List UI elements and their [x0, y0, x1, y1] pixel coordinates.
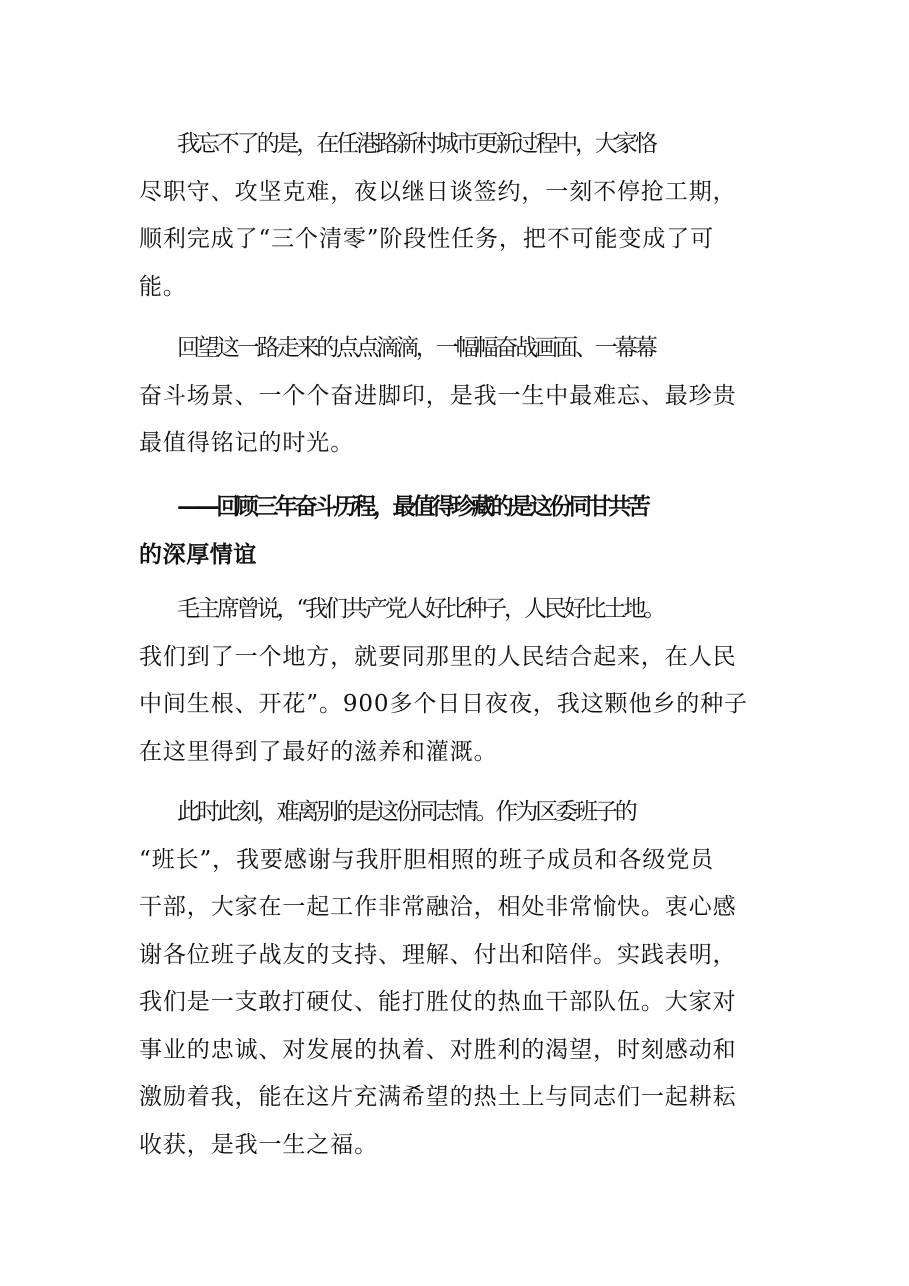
- text-line: 此时此刻，难离别的是这份同志情。作为区委班子的: [177, 799, 635, 825]
- text-line: 激励着我，能在这片充满希望的热土上与同志们一起耕耘: [139, 1084, 737, 1110]
- text-line: “班长”，我要感谢与我肝胆相照的班子成员和各级党员: [139, 846, 715, 873]
- text-line: 我们到了一个地方，就要同那里的人民结合起来，在人民: [139, 643, 737, 670]
- text-line: 谢各位班子战友的支持、理解、付出和陪伴。实践表明，: [139, 941, 737, 968]
- paragraph-renjiang-road-renewal: [139, 121, 779, 311]
- text-line: 干部，大家在一起工作非常融洽，相处非常愉快。衷心感: [139, 894, 737, 920]
- text-line: 毛主席曾说，“我们共产党人好比种子，人民好比土地。: [177, 596, 664, 622]
- heading-line: ——回顾三年奋斗历程，最值得珍藏的是这份同甘共苦: [177, 493, 648, 520]
- text-line: 尽职守、攻坚克难，夜以继日谈签约，一刻不停抢工期，: [139, 178, 737, 205]
- text-line: 能。: [139, 273, 187, 300]
- text-line: 我们是一支敢打硬仗、能打胜仗的热血干部队伍。大家对: [139, 989, 737, 1015]
- text-line: 中间生根、开花”。900多个日日夜夜，我这颗他乡的种子: [139, 691, 748, 717]
- paragraph-looking-back: [139, 325, 779, 468]
- text-line: 我忘不了的是，在任港路新村城市更新过程中，大家恪: [177, 131, 655, 157]
- heading-line: 的深厚情谊: [139, 540, 257, 568]
- text-line: 回望这一路走来的点点滴滴，一幅幅奋战画面、一幕幕: [177, 335, 655, 361]
- paragraph-comradeship: [139, 789, 779, 1169]
- text-line: 最值得铭记的时光。: [139, 430, 355, 456]
- text-line: 顺利完成了“三个清零”阶段性任务，把不可能变成了可: [139, 226, 715, 252]
- paragraph-chairman-mao-quote: [139, 586, 779, 776]
- text-line: 奋斗场景、一个个奋进脚印，是我一生中最难忘、最珍贵: [139, 382, 737, 409]
- section-heading: [139, 483, 779, 578]
- text-line: 在这里得到了最好的滋养和灌溉。: [139, 738, 498, 765]
- text-line: 事业的忠诚、对发展的执着、对胜利的渴望，时刻感动和: [139, 1036, 737, 1063]
- text-line: 收获，是我一生之福。: [139, 1131, 378, 1158]
